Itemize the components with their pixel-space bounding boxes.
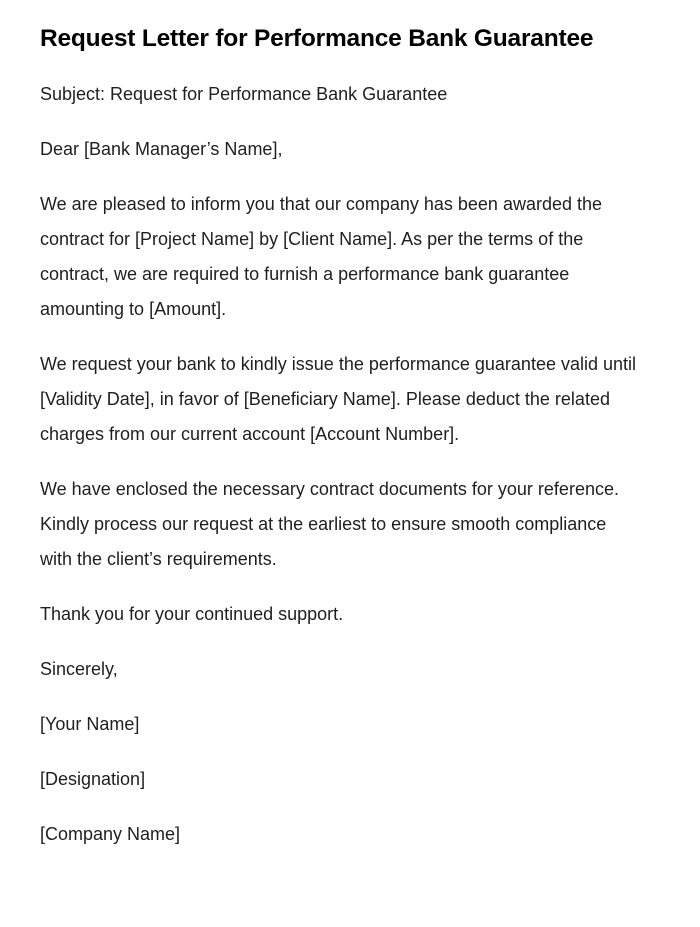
- letter-paragraph-enclosures: We have enclosed the necessary contract documents for your reference. Kindly process our request at the earliest to ensure smooth compliance with the client’s requirements.: [40, 479, 619, 570]
- letter-paragraph-contract-award: We are pleased to inform you that our company has been awarded the contract for [Project Name] by [Client Name]. As per the terms of the contract, we are required to furnish a performance bank guarantee amounting to [Amount].: [40, 194, 603, 320]
- thanks-line: Thank you for your continued support.: [40, 604, 344, 625]
- closing-line: Sincerely,: [40, 659, 118, 680]
- letter-paragraph-guarantee-request: We request your bank to kindly issue the performance guarantee valid until [Validity Date], in favor of [Beneficiary Name]. Please deduct the related charges from our current account [Account Number].: [40, 354, 637, 445]
- page-title: Request Letter for Performance Bank Guarantee: [40, 25, 594, 52]
- signature-name: [Your Name]: [40, 714, 140, 735]
- salutation-line: Dear [Bank Manager’s Name],: [40, 139, 283, 160]
- signature-designation: [Designation]: [40, 769, 146, 790]
- subject-line: Subject: Request for Performance Bank Guarantee: [40, 84, 448, 105]
- signature-company: [Company Name]: [40, 824, 181, 845]
